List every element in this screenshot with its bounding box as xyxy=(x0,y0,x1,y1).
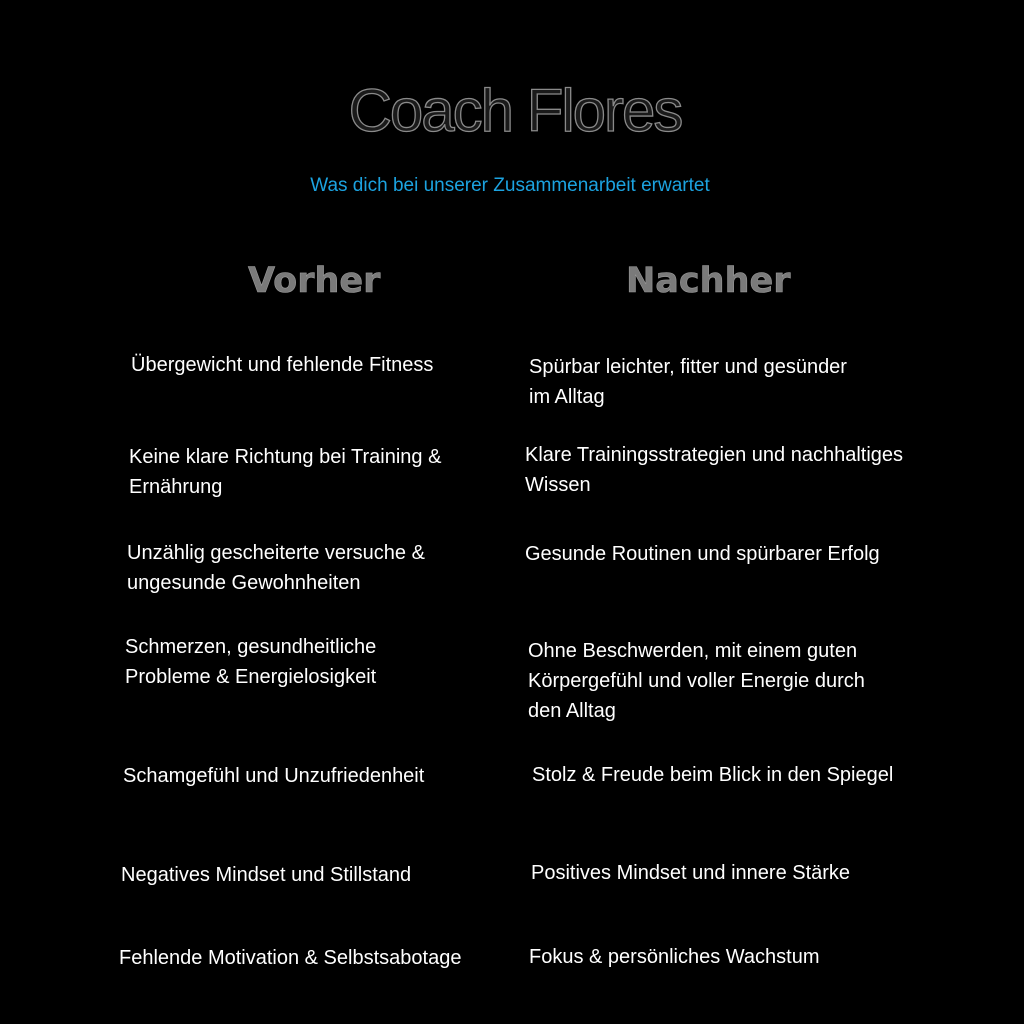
before-item-7: Fehlende Motivation & Selbstsabotage xyxy=(119,947,462,969)
before-item-5: Schamgefühl und Unzufriedenheit xyxy=(123,765,425,787)
before-item-1: Übergewicht und fehlende Fitness xyxy=(131,354,434,376)
after-item-7: Fokus & persönliches Wachstum xyxy=(529,946,820,968)
before-item-3: Unzählig gescheiterte versuche & ungesunde Gewohnheiten xyxy=(127,542,425,594)
page-subtitle: Was dich bei unserer Zusammenarbeit erwartet xyxy=(310,175,710,196)
before-item-4: Schmerzen, gesundheitliche Probleme & Energielosigkeit xyxy=(125,636,377,688)
after-item-6: Positives Mindset und innere Stärke xyxy=(531,862,851,884)
after-item-4: Ohne Beschwerden, mit einem guten Körpergefühl und voller Energie durch den Alltag xyxy=(528,640,865,722)
after-column-heading: Nachher xyxy=(626,261,791,301)
after-item-5: Stolz & Freude beim Blick in den Spiegel xyxy=(532,764,894,786)
after-item-1: Spürbar leichter, fitter und gesünder im Alltag xyxy=(529,356,847,408)
before-item-6: Negatives Mindset und Stillstand xyxy=(121,864,412,886)
page-title: Coach Flores xyxy=(348,77,682,144)
before-column-heading: Vorher xyxy=(248,261,381,301)
after-item-3: Gesunde Routinen und spürbarer Erfolg xyxy=(525,543,880,565)
before-item-2: Keine klare Richtung bei Training & Ernährung xyxy=(129,446,442,498)
after-item-2: Klare Trainingsstrategien und nachhaltiges Wissen xyxy=(525,444,904,496)
